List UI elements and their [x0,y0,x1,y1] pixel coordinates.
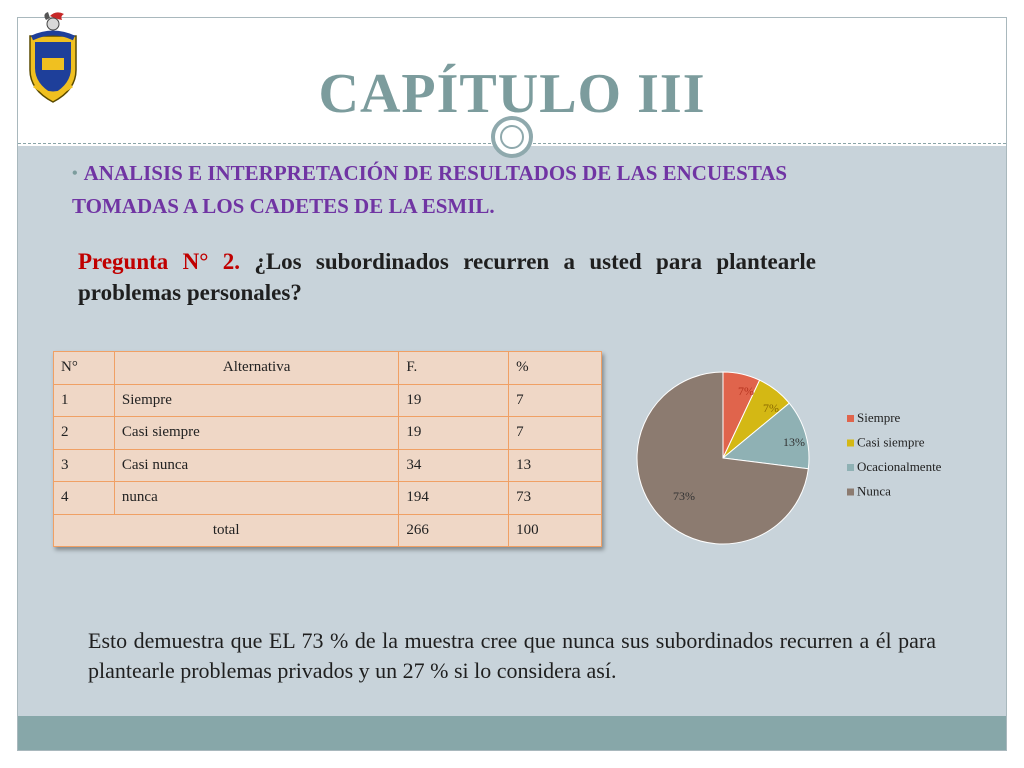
esmil-crest-logo [20,10,86,106]
legend-label: Ocacionalmente [857,459,942,474]
table-header-cell: % [509,352,602,385]
table-cell: 19 [399,417,509,450]
table-total-label: total [54,514,399,547]
question-body: ¿Los subordinados recurren a usted para plantearle problemas personales? [78,249,816,305]
table-cell: 7 [509,384,602,417]
table-cell: Siempre [114,384,398,417]
table-cell: 2 [54,417,115,450]
table-cell: 73 [509,482,602,515]
table-cell: 19 [399,384,509,417]
table-cell: Casi nunca [114,449,398,482]
legend-swatch [847,489,854,496]
table-cell: 4 [54,482,115,515]
legend-swatch [847,415,854,422]
table-cell: 13 [509,449,602,482]
legend-label: Siempre [857,410,901,425]
table-cell: 34 [399,449,509,482]
table-row [54,384,602,417]
table-total-pct: 100 [509,514,602,547]
table-cell: Casi siempre [114,417,398,450]
pie-data-label: 13% [783,435,805,449]
pie-data-label: 7% [738,384,754,398]
table-header-cell: Alternativa [114,352,398,385]
table-cell: nunca [114,482,398,515]
legend-swatch [847,440,854,447]
legend-label: Nunca [857,483,891,499]
results-table [53,351,602,547]
table-header-cell: N° [54,352,115,385]
table-cell: 7 [509,417,602,450]
section-heading-text: ANALISIS E INTERPRETACIÓN DE RESULTADOS DE LAS ENCUESTAS TOMADAS A LOS CADETES DE LA ESMIL. [72,161,788,218]
conclusion-text: Esto demuestra que EL 73 % de la muestra cree que nunca sus subordinados recurren a él para plantearle problemas privados y un 27 % si lo considera así. [88,628,936,683]
question-label: Pregunta N° 2. [78,249,240,274]
legend-label: Casi siempre [857,434,925,450]
table-cell: 194 [399,482,509,515]
table-row [54,417,602,450]
table-header-row [54,352,602,385]
section-heading [72,158,812,221]
pie-chart [628,362,988,552]
bullet-icon: • [72,165,78,182]
pie-data-label: 7% [763,401,779,415]
table-total-row [54,514,602,547]
table-total-f: 266 [399,514,509,547]
table-header-cell: F. [399,352,509,385]
page-title: CAPÍTULO III [318,63,706,125]
pie-data-label: 73% [673,489,695,503]
legend-swatch [847,464,854,471]
table-cell: 3 [54,449,115,482]
table-cell: 1 [54,384,115,417]
question-text [78,246,816,308]
table-row [54,482,602,515]
table-row [54,449,602,482]
